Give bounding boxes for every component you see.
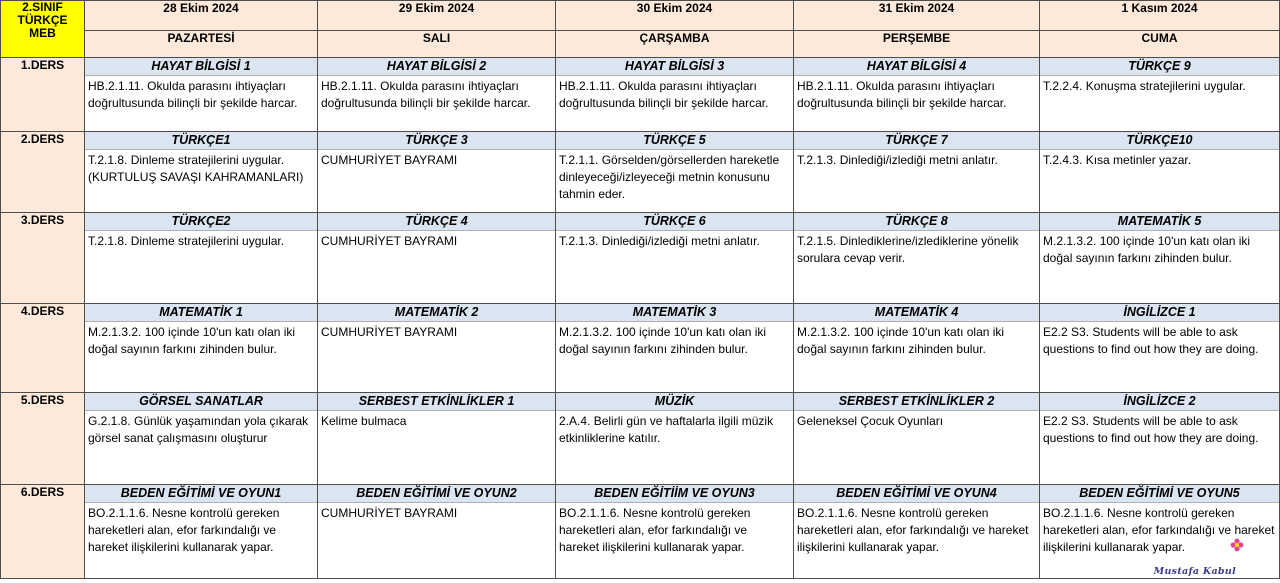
objective-text: E2.2 S3. Students will be able to ask questions to find out how they are doing. bbox=[1043, 325, 1259, 356]
date-row bbox=[1, 1, 1280, 31]
objective-text: M.2.1.3.2. 100 içinde 10'un katı olan iki doğal sayının farkını zihinden bulur. bbox=[88, 325, 296, 356]
subject-title: BEDEN EĞİTİMİ VE OYUN5 bbox=[1040, 485, 1279, 503]
objective-text: Geleneksel Çocuk Oyunları bbox=[797, 414, 944, 428]
lesson-cell bbox=[1040, 393, 1280, 485]
subject-title: SERBEST ETKİNLİKLER 2 bbox=[794, 393, 1039, 411]
lesson-cell bbox=[794, 58, 1040, 132]
flower-icon bbox=[1230, 538, 1244, 552]
lesson-label: 2.DERS bbox=[1, 132, 85, 213]
objective-text: T.2.4.3. Kısa metinler yazar. bbox=[1043, 153, 1192, 167]
objective-text: 2.A.4. Belirli gün ve haftalarla ilgili müzik etkinliklerine katılır. bbox=[559, 414, 774, 445]
lesson-row bbox=[1, 485, 1280, 579]
objective-text: HB.2.1.11. Okulda parasını ihtiyaçları doğrultusunda bilinçli bir şekilde harcar. bbox=[559, 79, 769, 110]
date-header: 28 Ekim 2024 bbox=[85, 1, 318, 31]
lesson-cell bbox=[794, 485, 1040, 579]
objective-text: T.2.2.4. Konuşma stratejilerini uygular. bbox=[1043, 79, 1246, 93]
objective-text: HB.2.1.11. Okulda parasını ihtiyaçları doğrultusunda bilinçli bir şekilde harcar. bbox=[797, 79, 1007, 110]
objective-text: CUMHURİYET BAYRAMI bbox=[321, 153, 458, 167]
lesson-cell bbox=[1040, 132, 1280, 213]
lesson-cell bbox=[318, 213, 556, 304]
subject-title: BEDEN EĞİTİİM VE OYUN3 bbox=[556, 485, 793, 503]
subject-title: TÜRKÇE 5 bbox=[556, 132, 793, 150]
author-signature: Mustafa Kabul bbox=[1153, 566, 1236, 577]
subject-title: İNGİLİZCE 2 bbox=[1040, 393, 1279, 411]
lesson-label: 3.DERS bbox=[1, 213, 85, 304]
subject-title: TÜRKÇE1 bbox=[85, 132, 317, 150]
lesson-cell bbox=[556, 132, 794, 213]
objective-text: T.2.1.1. Görselden/görsellerden hareketle dinleyeceği/izleyeceği metnin konusunu tahmin eder. bbox=[559, 153, 780, 201]
day-header: PAZARTESİ bbox=[85, 31, 318, 58]
subject-title: SERBEST ETKİNLİKLER 1 bbox=[318, 393, 555, 411]
subject-title: TÜRKÇE 7 bbox=[794, 132, 1039, 150]
subject-title: TÜRKÇE 9 bbox=[1040, 58, 1279, 76]
subject-title: BEDEN EĞİTİMİ VE OYUN4 bbox=[794, 485, 1039, 503]
subject-title: BEDEN EĞİTİMİ VE OYUN2 bbox=[318, 485, 555, 503]
lesson-cell bbox=[794, 213, 1040, 304]
date-header: 31 Ekim 2024 bbox=[794, 1, 1040, 31]
lesson-cell bbox=[85, 485, 318, 579]
lesson-cell bbox=[556, 304, 794, 393]
lesson-row bbox=[1, 132, 1280, 213]
lesson-cell bbox=[85, 393, 318, 485]
subject-title: TÜRKÇE 3 bbox=[318, 132, 555, 150]
lesson-label: 6.DERS bbox=[1, 485, 85, 579]
lesson-cell bbox=[794, 304, 1040, 393]
lesson-label: 4.DERS bbox=[1, 304, 85, 393]
lesson-cell bbox=[556, 393, 794, 485]
class-subject: TÜRKÇE bbox=[17, 13, 68, 27]
objective-text: CUMHURİYET BAYRAMI bbox=[321, 234, 458, 248]
objective-text: T.2.1.8. Dinleme stratejilerini uygular.(KURTULUŞ SAVAŞI KAHRAMANLARI) bbox=[88, 153, 304, 184]
lesson-cell bbox=[794, 393, 1040, 485]
objective-text: CUMHURİYET BAYRAMI bbox=[321, 325, 458, 339]
lesson-cell bbox=[85, 58, 318, 132]
objective-text: T.2.1.3. Dinlediği/izlediği metni anlatır. bbox=[559, 234, 760, 248]
lesson-row bbox=[1, 213, 1280, 304]
subject-title: BEDEN EĞİTİMİ VE OYUN1 bbox=[85, 485, 317, 503]
lesson-cell bbox=[85, 132, 318, 213]
class-label bbox=[1, 1, 85, 58]
subject-title: TÜRKÇE 8 bbox=[794, 213, 1039, 231]
subject-title: HAYAT BİLGİSİ 4 bbox=[794, 58, 1039, 76]
subject-title: MATEMATİK 3 bbox=[556, 304, 793, 322]
lesson-cell bbox=[1040, 58, 1280, 132]
lesson-cell bbox=[1040, 304, 1280, 393]
objective-text: T.2.1.5. Dinlediklerine/izlediklerine yönelik sorulara cevap verir. bbox=[797, 234, 1019, 265]
objective-text: T.2.1.3. Dinlediği/izlediği metni anlatır. bbox=[797, 153, 998, 167]
subject-title: İNGİLİZCE 1 bbox=[1040, 304, 1279, 322]
objective-text: M.2.1.3.2. 100 içinde 10'un katı olan iki doğal sayının farkını zihinden bulur. bbox=[797, 325, 1005, 356]
objective-text: BO.2.1.1.6. Nesne kontrolü gereken hareketleri alan, efor farkındalığı ve hareket ilişkilerini kullanarak yapar. bbox=[559, 506, 751, 554]
lesson-row bbox=[1, 393, 1280, 485]
day-row bbox=[1, 31, 1280, 58]
subject-title: MÜZİK bbox=[556, 393, 793, 411]
lesson-cell bbox=[794, 132, 1040, 213]
subject-title: MATEMATİK 4 bbox=[794, 304, 1039, 322]
objective-text: E2.2 S3. Students will be able to ask questions to find out how they are doing. bbox=[1043, 414, 1259, 445]
lesson-label: 5.DERS bbox=[1, 393, 85, 485]
date-header: 29 Ekim 2024 bbox=[318, 1, 556, 31]
subject-title: HAYAT BİLGİSİ 1 bbox=[85, 58, 317, 76]
objective-text: HB.2.1.11. Okulda parasını ihtiyaçları doğrultusunda bilinçli bir şekilde harcar. bbox=[88, 79, 298, 110]
subject-title: MATEMATİK 1 bbox=[85, 304, 317, 322]
lesson-cell bbox=[556, 485, 794, 579]
objective-text: CUMHURİYET BAYRAMI bbox=[321, 506, 458, 520]
lesson-cell bbox=[318, 304, 556, 393]
objective-text: M.2.1.3.2. 100 içinde 10'un katı olan iki doğal sayının farkını zihinden bulur. bbox=[559, 325, 767, 356]
day-header: SALI bbox=[318, 31, 556, 58]
objective-text: HB.2.1.11. Okulda parasını ihtiyaçları doğrultusunda bilinçli bir şekilde harcar. bbox=[321, 79, 531, 110]
lesson-cell bbox=[556, 213, 794, 304]
lesson-cell bbox=[85, 304, 318, 393]
date-header: 30 Ekim 2024 bbox=[556, 1, 794, 31]
objective-text: BO.2.1.1.6. Nesne kontrolü gereken hareketleri alan, efor farkındalığı ve hareket ilişkilerini kullanarak yapar. bbox=[88, 506, 280, 554]
subject-title: GÖRSEL SANATLAR bbox=[85, 393, 317, 411]
objective-text: G.2.1.8. Günlük yaşamından yola çıkarak görsel sanat çalışmasını oluşturur bbox=[88, 414, 309, 445]
objective-text: M.2.1.3.2. 100 içinde 10'un katı olan iki doğal sayının farkını zihinden bulur. bbox=[1043, 234, 1251, 265]
day-header: PERŞEMBE bbox=[794, 31, 1040, 58]
subject-title: TÜRKÇE2 bbox=[85, 213, 317, 231]
lesson-cell bbox=[556, 58, 794, 132]
lesson-label: 1.DERS bbox=[1, 58, 85, 132]
lesson-cell bbox=[318, 393, 556, 485]
subject-title: TÜRKÇE 4 bbox=[318, 213, 555, 231]
objective-text: BO.2.1.1.6. Nesne kontrolü gereken hareketleri alan, efor farkındalığı ve hareket ilişkilerini kullanarak yapar. bbox=[797, 506, 1029, 554]
lesson-cell bbox=[1040, 213, 1280, 304]
class-grade: 2.SINIF bbox=[22, 0, 63, 14]
subject-title: HAYAT BİLGİSİ 2 bbox=[318, 58, 555, 76]
day-header: CUMA bbox=[1040, 31, 1280, 58]
date-header: 1 Kasım 2024 bbox=[1040, 1, 1280, 31]
subject-title: MATEMATİK 2 bbox=[318, 304, 555, 322]
class-curriculum: MEB bbox=[29, 26, 56, 40]
subject-title: MATEMATİK 5 bbox=[1040, 213, 1279, 231]
subject-title: HAYAT BİLGİSİ 3 bbox=[556, 58, 793, 76]
subject-title: TÜRKÇE10 bbox=[1040, 132, 1279, 150]
lesson-row bbox=[1, 58, 1280, 132]
lesson-row bbox=[1, 304, 1280, 393]
objective-text: T.2.1.8. Dinleme stratejilerini uygular. bbox=[88, 234, 285, 248]
objective-text: BO.2.1.1.6. Nesne kontrolü gereken hareketleri alan, efor farkındalığı ve hareket ilişkilerini kullanarak yapar. bbox=[1043, 506, 1275, 554]
lesson-cell bbox=[1040, 485, 1280, 579]
objective-text: Kelime bulmaca bbox=[321, 414, 407, 428]
lesson-cell bbox=[85, 213, 318, 304]
lesson-cell bbox=[318, 58, 556, 132]
day-header: ÇARŞAMBA bbox=[556, 31, 794, 58]
lesson-cell bbox=[318, 485, 556, 579]
lesson-cell bbox=[318, 132, 556, 213]
subject-title: TÜRKÇE 6 bbox=[556, 213, 793, 231]
